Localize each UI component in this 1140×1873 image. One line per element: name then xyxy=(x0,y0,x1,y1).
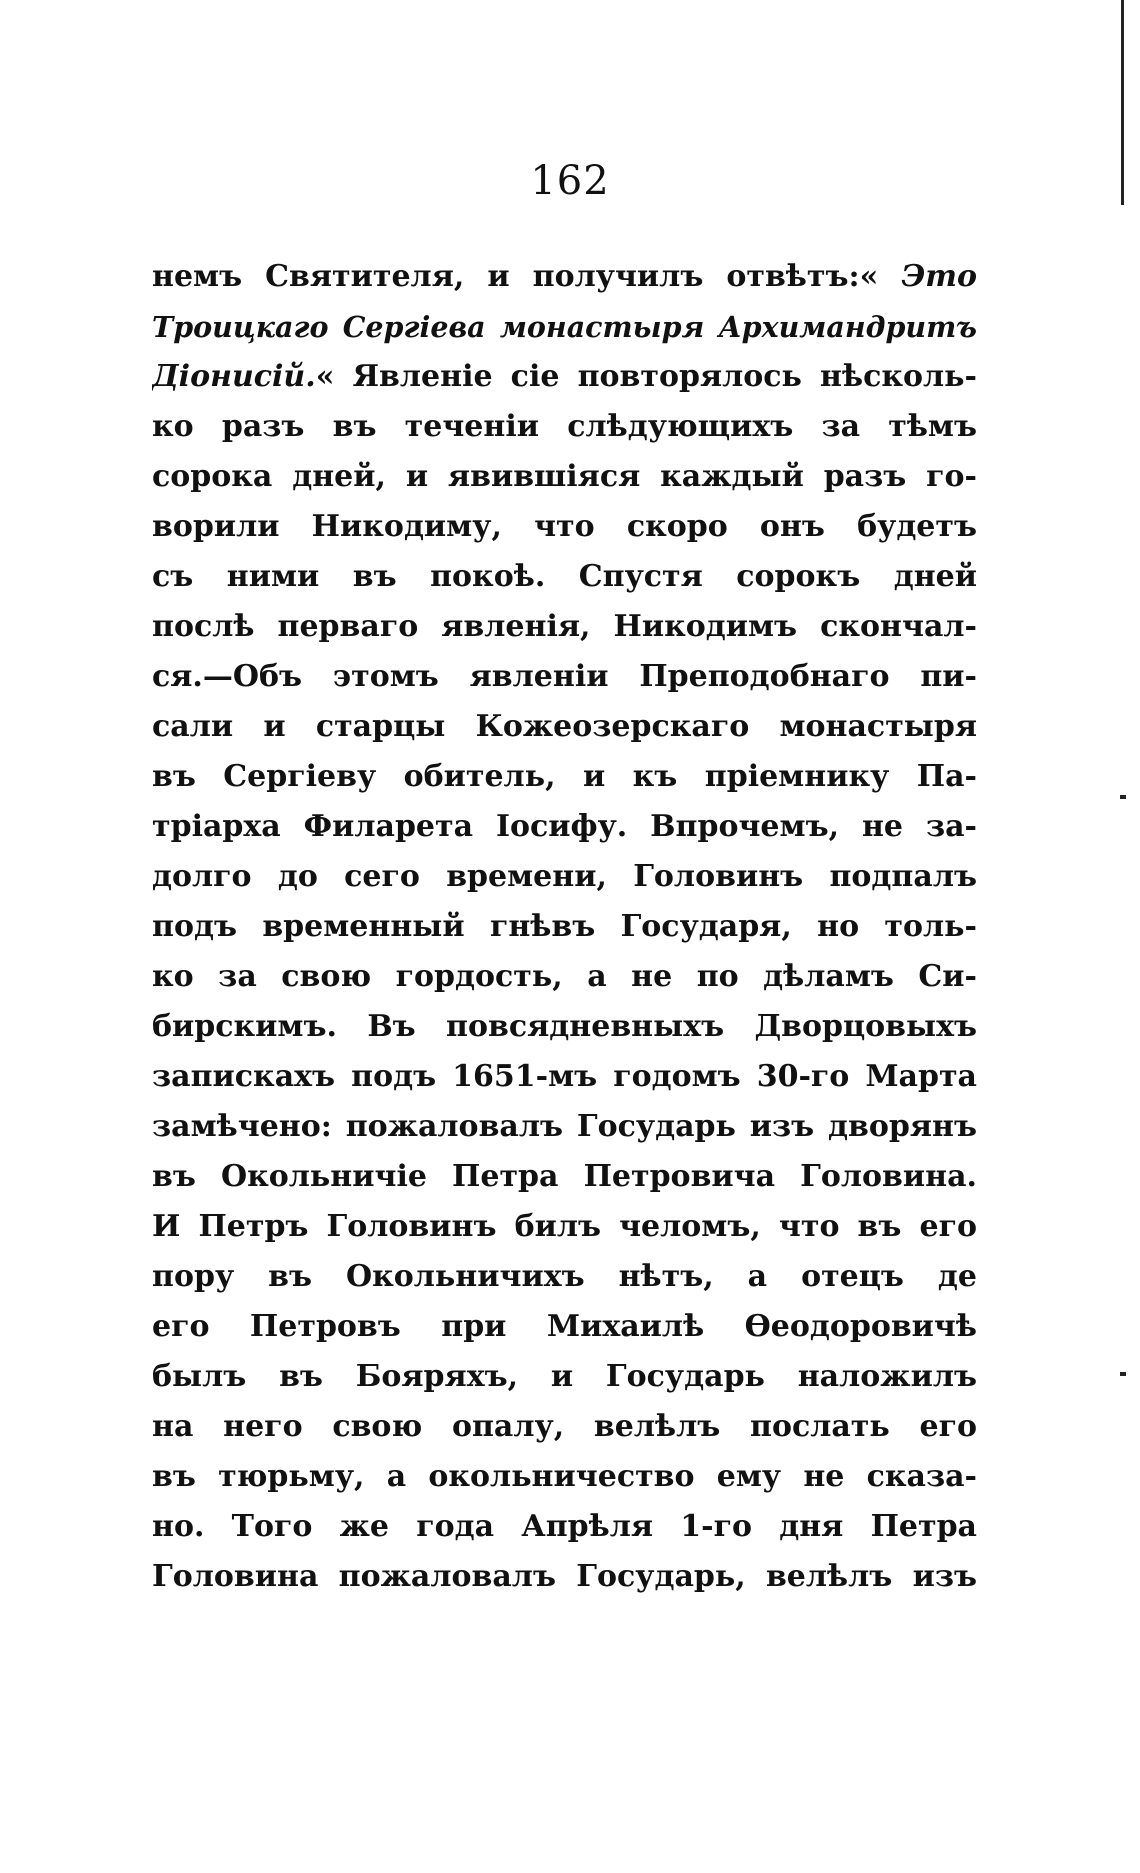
text-segment: тріарха Филарета Іосифу. Впрочемъ, не за- xyxy=(152,809,977,844)
text-line xyxy=(152,1402,977,1452)
text-line xyxy=(152,302,977,352)
text-segment: его Петровъ при Михаилѣ Ѳеодоровичѣ xyxy=(152,1309,977,1344)
text-segment: въ Сергіеву обитель, и къ пріемнику Па- xyxy=(152,759,977,794)
body-text xyxy=(152,252,977,1602)
text-segment: И Петръ Головинъ билъ челомъ, что въ его xyxy=(152,1209,977,1244)
text-line xyxy=(152,452,977,502)
text-line xyxy=(152,1552,977,1602)
text-segment: ко разъ въ теченіи слѣдующихъ за тѣмъ xyxy=(152,409,977,444)
text-line xyxy=(152,1252,977,1302)
italic-quote-segment: Это xyxy=(901,259,977,294)
text-line xyxy=(152,702,977,752)
text-line xyxy=(152,252,977,302)
text-line xyxy=(152,802,977,852)
text-line xyxy=(152,752,977,802)
text-line xyxy=(152,1202,977,1252)
text-segment: былъ въ Бояряхъ, и Государь наложилъ xyxy=(152,1359,977,1394)
text-segment: немъ Святителя, и получилъ отвѣтъ:« xyxy=(152,259,902,294)
text-segment: съ ними въ покоѣ. Спустя сорокъ дней xyxy=(152,559,977,594)
text-segment: ся.—Объ этомъ явленіи Преподобнаго пи- xyxy=(152,659,977,694)
text-line xyxy=(152,552,977,602)
text-line xyxy=(152,1102,977,1152)
text-line xyxy=(152,402,977,452)
text-segment: подъ временный гнѣвъ Государя, но толь- xyxy=(152,909,977,944)
text-segment: послѣ перваго явленія, Никодимъ скончал- xyxy=(152,609,977,644)
text-line xyxy=(152,902,977,952)
text-segment: ко за свою гордость, а не по дѣламъ Си- xyxy=(152,959,977,994)
text-segment: сали и старцы Кожеозерскаго монастыря xyxy=(152,709,977,744)
text-line xyxy=(152,1052,977,1102)
text-line xyxy=(152,602,977,652)
edge-mark xyxy=(1120,1372,1126,1376)
text-line xyxy=(152,1002,977,1052)
text-segment: пору въ Окольничихъ нѣтъ, а отецъ де xyxy=(152,1259,977,1294)
text-segment: на него свою опалу, велѣлъ послать его xyxy=(152,1409,977,1444)
text-line xyxy=(152,502,977,552)
page-number: 162 xyxy=(530,158,610,204)
text-segment: долго до сего времени, Головинъ подпалъ xyxy=(152,859,977,894)
text-line xyxy=(152,1352,977,1402)
italic-quote-segment: Троицкаго Сергіева монастыря Архимандритъ xyxy=(152,310,977,344)
text-segment: въ тюрьму, а окольничество ему не сказа- xyxy=(152,1459,977,1494)
text-line xyxy=(152,652,977,702)
text-segment: Головина пожаловалъ Государь, велѣлъ изъ xyxy=(152,1559,977,1594)
italic-quote-segment: Діонисій. xyxy=(152,359,316,394)
text-line xyxy=(152,1452,977,1502)
text-segment: но. Того же года Апрѣля 1-го дня Петра xyxy=(152,1509,977,1544)
text-line xyxy=(152,1302,977,1352)
text-segment: въ Окольничіе Петра Петровича Головина. xyxy=(152,1159,977,1194)
edge-mark xyxy=(1120,795,1126,799)
text-line xyxy=(152,852,977,902)
text-line xyxy=(152,352,977,402)
text-segment: запискахъ подъ 1651-мъ годомъ 30-го Марта xyxy=(152,1059,977,1094)
text-line xyxy=(152,1152,977,1202)
text-segment: « Явленіе сіе повторялось нѣсколь- xyxy=(315,359,977,394)
text-segment: ворили Никодиму, что скоро онъ будетъ xyxy=(152,509,977,544)
text-line xyxy=(152,1502,977,1552)
text-segment: бирскимъ. Въ повсядневныхъ Дворцовыхъ xyxy=(152,1009,977,1044)
text-segment: сорока дней, и явившіяся каждый разъ го- xyxy=(152,459,977,494)
text-line xyxy=(152,952,977,1002)
text-segment: замѣчено: пожаловалъ Государь изъ дворянъ xyxy=(152,1109,977,1144)
